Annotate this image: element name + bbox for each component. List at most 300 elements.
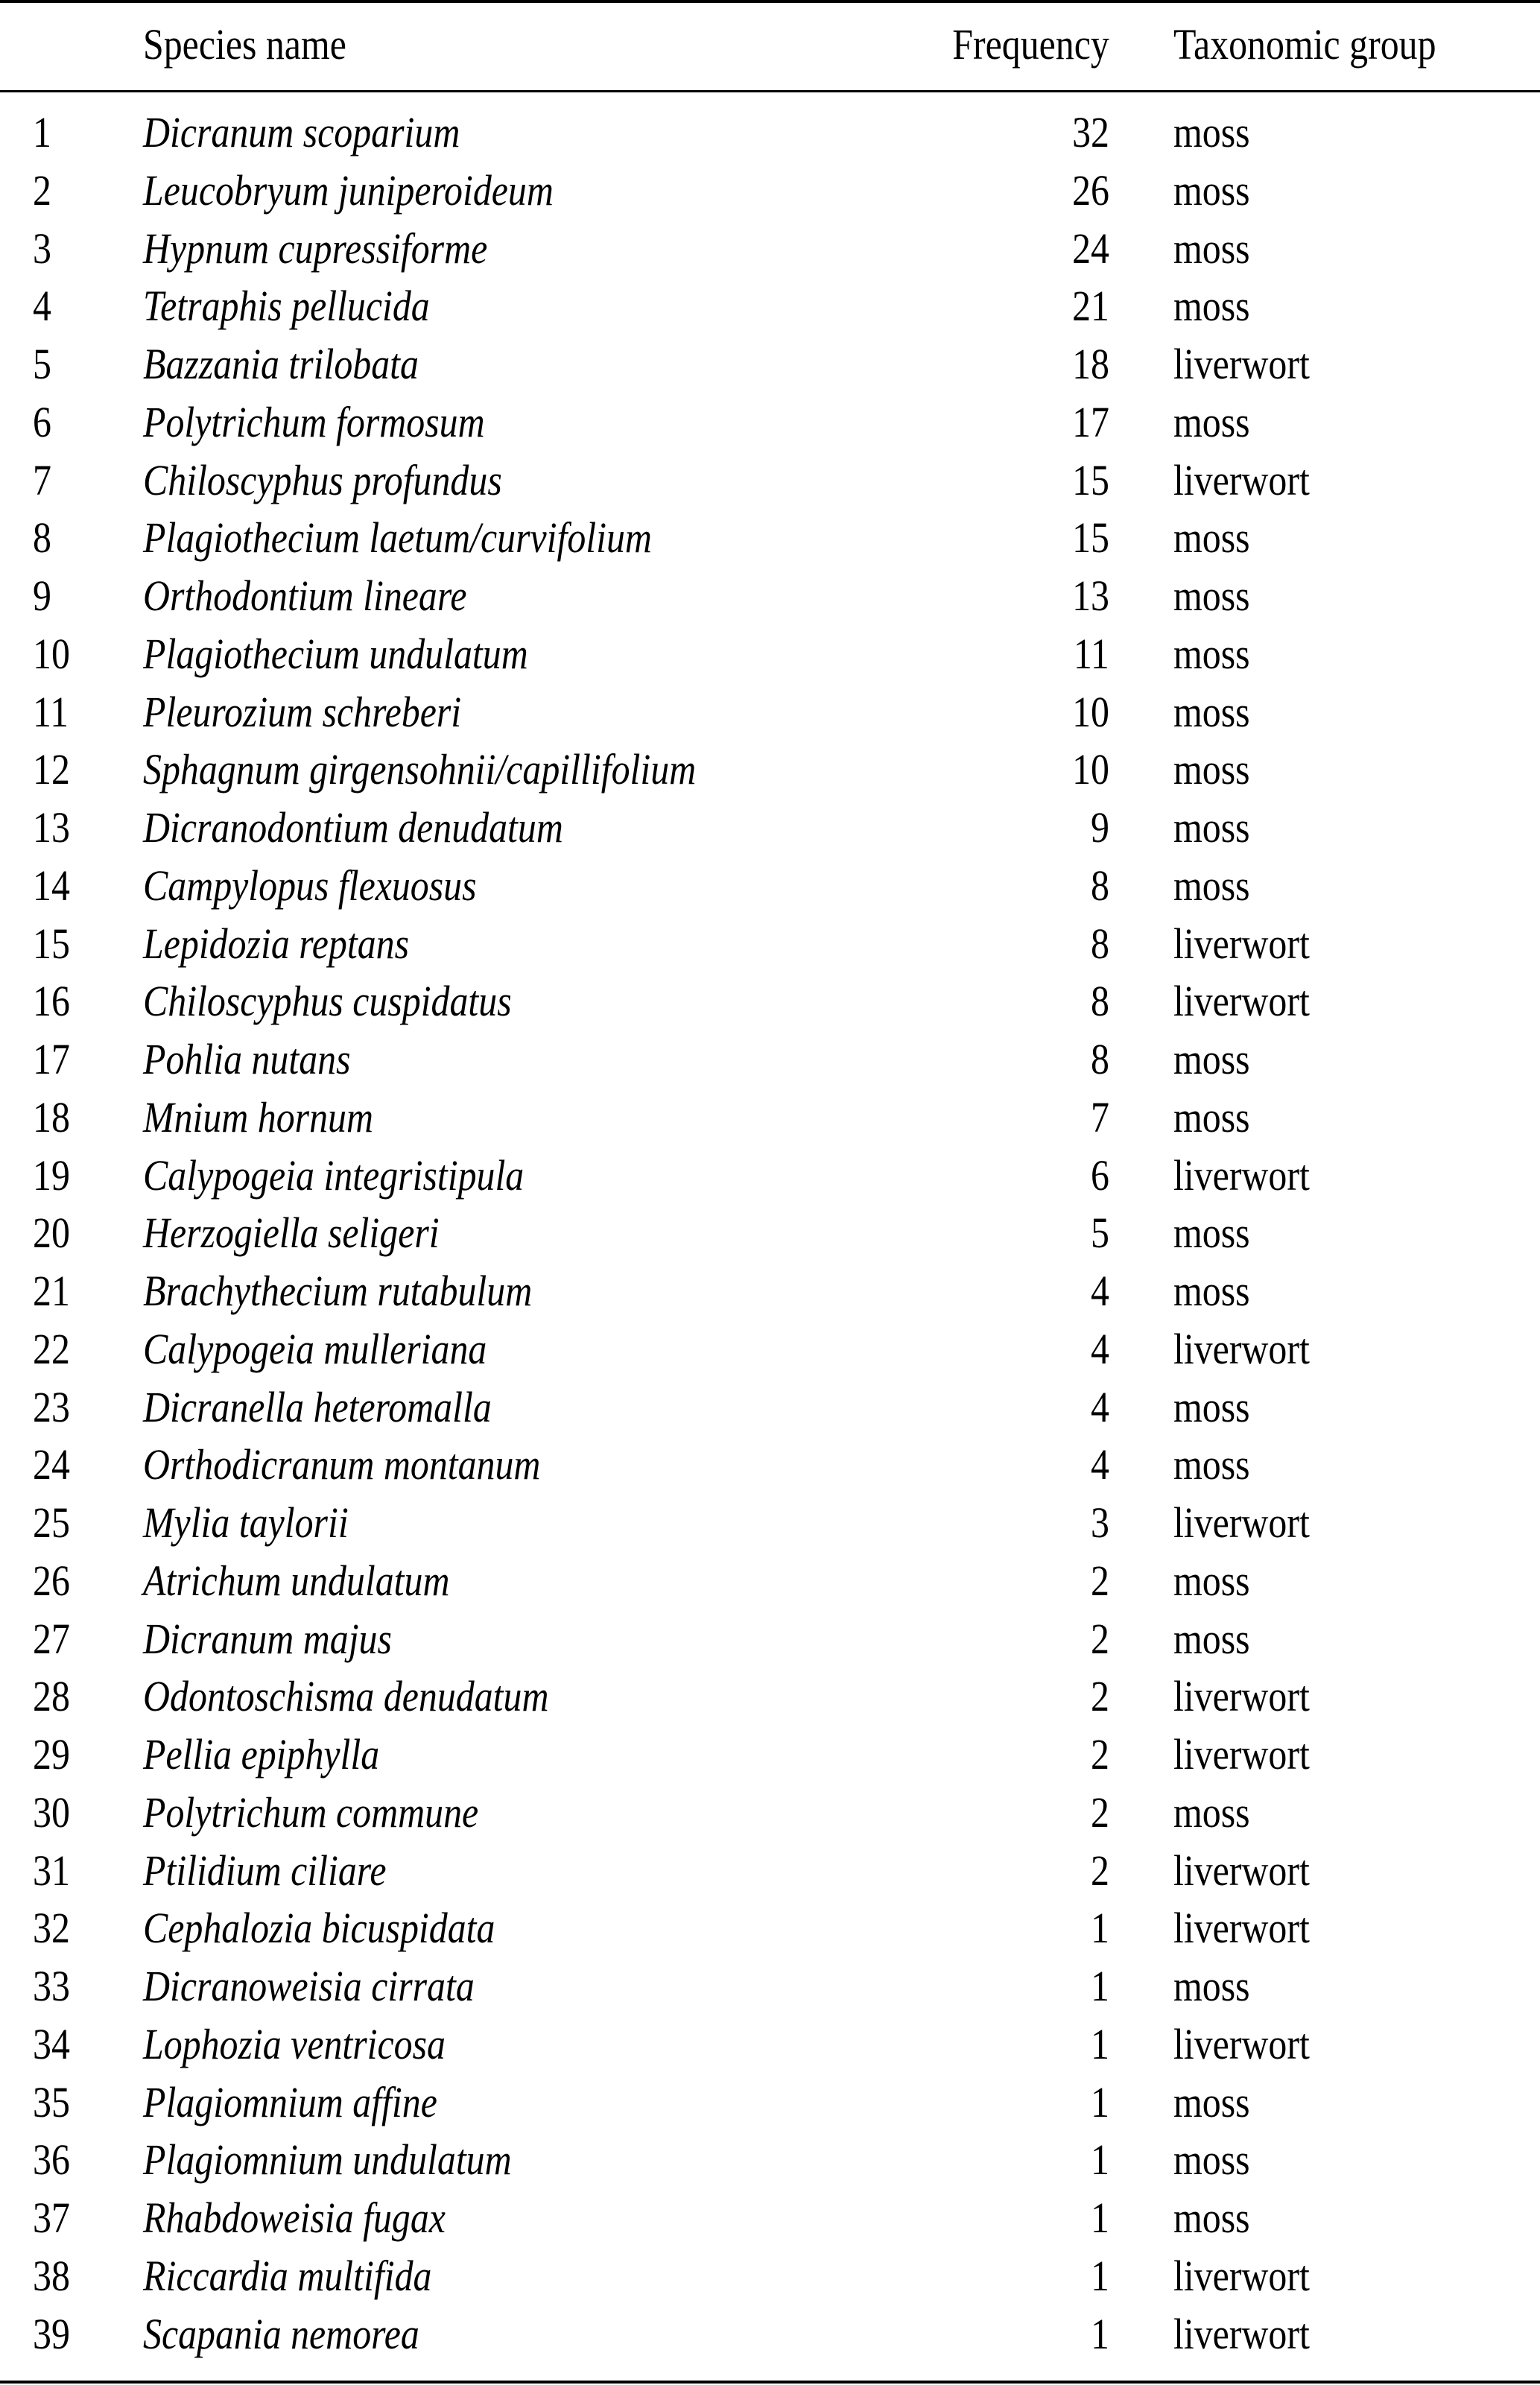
- row-index-cell: [33, 1841, 76, 1901]
- species-name-cell: [143, 1261, 595, 1321]
- row-index-cell: [33, 335, 54, 394]
- header-taxonomic-group: [1173, 15, 1479, 75]
- species-name: Pohlia nutans: [143, 1035, 351, 1083]
- frequency-value: 2: [1091, 1672, 1109, 1721]
- table-header-row: [0, 15, 1540, 75]
- taxonomic-group-cell: [1173, 1957, 1262, 2016]
- taxonomic-group: moss: [1173, 745, 1250, 794]
- species-name-cell: [143, 798, 632, 858]
- row-index-cell: [33, 1320, 76, 1379]
- species-name: Chiloscyphus profundus: [143, 455, 502, 504]
- row-index-cell: [33, 276, 54, 336]
- frequency-value-cell: [1088, 1261, 1109, 1321]
- row-index-cell: [33, 2073, 76, 2132]
- table-row: [0, 1146, 1540, 1204]
- frequency-value: 32: [1072, 108, 1109, 156]
- frequency-value-cell: [1066, 508, 1109, 568]
- table-row: [0, 566, 1540, 624]
- frequency-value: 1: [1091, 2251, 1109, 2300]
- frequency-value: 1: [1091, 2019, 1109, 2068]
- table-row: [0, 2305, 1540, 2363]
- table-row: [0, 508, 1540, 566]
- taxonomic-group-cell: [1173, 1493, 1332, 1553]
- frequency-value-cell: [1088, 1203, 1109, 1263]
- taxonomic-group: moss: [1173, 1556, 1250, 1605]
- taxonomic-group-cell: [1173, 1088, 1262, 1147]
- species-name: Brachythecium rutabulum: [143, 1267, 533, 1315]
- table-row: [0, 1030, 1540, 1088]
- taxonomic-group-cell: [1173, 1378, 1262, 1437]
- species-name: Cephalozia bicuspidata: [143, 1904, 495, 1953]
- taxonomic-group-cell: [1173, 219, 1262, 279]
- frequency-value: 24: [1072, 224, 1109, 273]
- taxonomic-group: moss: [1173, 629, 1250, 678]
- row-index-cell: [33, 1898, 76, 1958]
- table-row: [0, 2188, 1540, 2246]
- row-index-cell: [33, 1551, 76, 1611]
- taxonomic-group: moss: [1173, 687, 1250, 736]
- taxonomic-group-cell: [1173, 1667, 1332, 1726]
- species-name: Leucobryum juniperoideum: [143, 165, 554, 215]
- table-row: [0, 103, 1540, 161]
- row-index-cell: [33, 1667, 76, 1726]
- species-name: Atrichum undulatum: [143, 1556, 450, 1605]
- species-name: Chiloscyphus cuspidatus: [143, 977, 512, 1026]
- species-name-cell: [143, 972, 571, 1031]
- species-name-cell: [143, 2130, 571, 2190]
- row-index-cell: [33, 856, 76, 916]
- species-name: Plagiomnium undulatum: [143, 2135, 512, 2185]
- frequency-value: 7: [1091, 1092, 1109, 1141]
- taxonomic-group: liverwort: [1173, 977, 1310, 1026]
- frequency-value-cell: [1066, 566, 1109, 626]
- row-index: 32: [33, 1904, 70, 1953]
- row-index-cell: [33, 1378, 76, 1437]
- taxonomic-group-cell: [1173, 161, 1262, 221]
- row-index-cell: [33, 1146, 76, 1206]
- species-name-cell: [143, 393, 540, 452]
- taxonomic-group-cell: [1173, 1609, 1262, 1669]
- frequency-value-cell: [1066, 103, 1109, 162]
- header-species-name-label: Species name: [143, 20, 346, 69]
- taxonomic-group: moss: [1173, 513, 1250, 563]
- row-index: 35: [33, 2077, 70, 2126]
- table-row: [0, 1957, 1540, 2015]
- species-name-cell: [143, 1783, 533, 1843]
- row-index-cell: [33, 1261, 76, 1321]
- species-name: Pleurozium schreberi: [143, 687, 462, 736]
- species-name: Pellia epiphylla: [143, 1730, 380, 1779]
- table-row: [0, 1203, 1540, 1261]
- row-index-cell: [33, 1030, 76, 1089]
- taxonomic-group-cell: [1173, 624, 1262, 684]
- species-name: Orthodicranum montanum: [143, 1440, 541, 1489]
- table-row: [0, 1261, 1540, 1320]
- frequency-value: 4: [1091, 1267, 1109, 1315]
- row-index: 39: [33, 2309, 70, 2358]
- frequency-value-cell: [1088, 914, 1109, 974]
- table-bottom-rule: [0, 2381, 1540, 2384]
- frequency-value: 6: [1091, 1150, 1109, 1200]
- species-name-cell: [143, 451, 560, 510]
- taxonomic-group: moss: [1173, 571, 1250, 620]
- table-row: [0, 1725, 1540, 1783]
- row-index-cell: [33, 1435, 76, 1495]
- row-index: 30: [33, 1787, 70, 1837]
- frequency-value-cell: [1088, 2015, 1109, 2074]
- frequency-value-cell: [1088, 2073, 1109, 2132]
- taxonomic-group-cell: [1173, 566, 1262, 626]
- species-name-cell: [143, 2188, 495, 2248]
- species-name-cell: [143, 161, 621, 221]
- frequency-value: 8: [1091, 919, 1109, 968]
- frequency-value-cell: [1088, 1898, 1109, 1958]
- header-taxonomic-group-label: Taxonomic group: [1173, 20, 1436, 69]
- frequency-value: 1: [1091, 2194, 1109, 2242]
- taxonomic-group-cell: [1173, 798, 1262, 858]
- frequency-value: 2: [1091, 1787, 1109, 1837]
- table-row: [0, 276, 1540, 335]
- frequency-value-cell: [1088, 972, 1109, 1031]
- table-row: [0, 2130, 1540, 2188]
- species-name-cell: [143, 1609, 432, 1669]
- species-name-cell: [143, 1493, 382, 1553]
- taxonomic-group-cell: [1173, 103, 1262, 162]
- row-index: 7: [33, 455, 51, 504]
- taxonomic-group: liverwort: [1173, 455, 1310, 504]
- species-name: Plagiomnium affine: [143, 2077, 437, 2126]
- frequency-value-cell: [1088, 1030, 1109, 1089]
- frequency-value-cell: [1088, 1378, 1109, 1437]
- frequency-value-cell: [1088, 1551, 1109, 1611]
- taxonomic-group-cell: [1173, 2246, 1332, 2306]
- table-row: [0, 1551, 1540, 1609]
- frequency-value: 13: [1072, 571, 1109, 620]
- taxonomic-group-cell: [1173, 1320, 1332, 1379]
- frequency-value: 10: [1072, 687, 1109, 736]
- frequency-value: 15: [1072, 455, 1109, 504]
- table-row: [0, 2015, 1540, 2073]
- taxonomic-group-cell: [1173, 2305, 1332, 2364]
- taxonomic-group-cell: [1173, 1725, 1332, 1784]
- table-row: [0, 972, 1540, 1030]
- table-header-rule: [0, 90, 1540, 92]
- taxonomic-group: moss: [1173, 2077, 1250, 2126]
- table-row: [0, 2073, 1540, 2131]
- row-index: 5: [33, 340, 51, 388]
- taxonomic-group-cell: [1173, 508, 1262, 568]
- taxonomic-group: moss: [1173, 1267, 1250, 1315]
- species-name-cell: [143, 740, 786, 799]
- row-index: 8: [33, 513, 51, 563]
- row-index: 9: [33, 571, 51, 620]
- row-index: 15: [33, 919, 70, 968]
- frequency-value-cell: [1066, 276, 1109, 336]
- species-name-cell: [143, 1378, 548, 1437]
- taxonomic-group-cell: [1173, 972, 1332, 1031]
- table-row: [0, 161, 1540, 219]
- row-index-cell: [33, 103, 54, 162]
- frequency-value-cell: [1068, 624, 1109, 684]
- species-name-cell: [143, 1957, 528, 2016]
- row-index: 24: [33, 1440, 70, 1489]
- taxonomic-group: liverwort: [1173, 340, 1310, 388]
- species-name-cell: [143, 103, 512, 162]
- row-index-cell: [33, 2246, 76, 2306]
- species-name-cell: [143, 2015, 495, 2074]
- species-name: Lepidozia reptans: [143, 919, 410, 968]
- taxonomic-group: liverwort: [1173, 1672, 1310, 1721]
- table-row: [0, 1493, 1540, 1551]
- taxonomic-group-cell: [1173, 1435, 1262, 1495]
- frequency-value-cell: [1088, 2246, 1109, 2306]
- taxonomic-group: moss: [1173, 1209, 1250, 1258]
- species-name: Calypogeia mulleriana: [143, 1324, 487, 1373]
- taxonomic-group-cell: [1173, 393, 1262, 452]
- table-row: [0, 624, 1540, 682]
- species-name-cell: [143, 1030, 384, 1089]
- frequency-value-cell: [1088, 1783, 1109, 1843]
- table-row: [0, 856, 1540, 914]
- taxonomic-group-cell: [1173, 1551, 1262, 1611]
- species-name: Mylia taylorii: [143, 1498, 349, 1547]
- row-index: 22: [33, 1324, 70, 1373]
- frequency-value: 11: [1073, 629, 1109, 678]
- row-index: 27: [33, 1614, 70, 1663]
- frequency-value-cell: [1066, 393, 1109, 452]
- taxonomic-group: liverwort: [1173, 1846, 1310, 1895]
- row-index-cell: [33, 624, 76, 684]
- row-index: 10: [33, 629, 70, 678]
- frequency-value-cell: [1066, 682, 1109, 742]
- table-row: [0, 1435, 1540, 1493]
- frequency-value: 4: [1091, 1440, 1109, 1489]
- header-frequency: [927, 15, 1109, 75]
- row-index: 4: [33, 282, 51, 331]
- table-row: [0, 798, 1540, 856]
- species-name-cell: [143, 335, 463, 394]
- species-name-cell: [143, 1320, 542, 1379]
- taxonomic-group: moss: [1173, 2194, 1250, 2242]
- taxonomic-group: moss: [1173, 224, 1250, 273]
- species-name-cell: [143, 2305, 464, 2364]
- species-name-cell: [143, 1435, 605, 1495]
- taxonomic-group: liverwort: [1173, 2309, 1310, 2358]
- taxonomic-group-cell: [1173, 1783, 1262, 1843]
- frequency-value-cell: [1088, 1957, 1109, 2016]
- taxonomic-group-cell: [1173, 682, 1262, 742]
- species-name: Orthodontium lineare: [143, 571, 467, 620]
- taxonomic-group: liverwort: [1173, 1904, 1310, 1953]
- species-name-cell: [143, 624, 591, 684]
- row-index-cell: [33, 161, 54, 221]
- frequency-value-cell: [1088, 1146, 1109, 1206]
- species-name: Scapania nemorea: [143, 2309, 419, 2358]
- species-name: Dicranella heteromalla: [143, 1382, 492, 1431]
- frequency-value: 4: [1091, 1382, 1109, 1431]
- row-index-cell: [33, 566, 54, 626]
- table-row: [0, 451, 1540, 509]
- row-index: 37: [33, 2194, 70, 2242]
- frequency-value-cell: [1088, 2305, 1109, 2364]
- frequency-value: 5: [1091, 1209, 1109, 1258]
- frequency-value: 2: [1091, 1846, 1109, 1895]
- taxonomic-group-cell: [1173, 1030, 1262, 1089]
- row-index-cell: [33, 1609, 76, 1669]
- row-index: 38: [33, 2251, 70, 2300]
- species-name: Herzogiella seligeri: [143, 1209, 440, 1258]
- frequency-value-cell: [1088, 2130, 1109, 2190]
- row-index-cell: [33, 914, 76, 974]
- table-row: [0, 2246, 1540, 2305]
- taxonomic-group: moss: [1173, 1382, 1250, 1431]
- frequency-value-cell: [1088, 1609, 1109, 1669]
- row-index: 6: [33, 397, 51, 446]
- species-name: Dicranoweisia cirrata: [143, 1962, 475, 2010]
- species-name: Plagiothecium undulatum: [143, 629, 528, 678]
- species-name: Ptilidium ciliare: [143, 1846, 387, 1895]
- taxonomic-group-cell: [1173, 1146, 1332, 1206]
- frequency-value-cell: [1088, 1320, 1109, 1379]
- row-index-cell: [33, 798, 76, 858]
- row-index-cell: [33, 1203, 76, 1263]
- row-index: 11: [33, 687, 69, 736]
- row-index-cell: [33, 1725, 76, 1784]
- row-index-cell: [33, 219, 54, 279]
- table-row: [0, 682, 1540, 741]
- species-name: Riccardia multifida: [143, 2251, 432, 2300]
- frequency-value-cell: [1088, 2188, 1109, 2248]
- species-name-cell: [143, 1841, 426, 1901]
- taxonomic-group: moss: [1173, 1035, 1250, 1083]
- row-index-cell: [33, 1493, 76, 1553]
- frequency-value-cell: [1066, 219, 1109, 279]
- taxonomic-group-cell: [1173, 2130, 1262, 2190]
- frequency-value-cell: [1088, 1493, 1109, 1553]
- taxonomic-group: moss: [1173, 1787, 1250, 1837]
- table-row: [0, 740, 1540, 798]
- frequency-value-cell: [1088, 1667, 1109, 1726]
- species-name: Sphagnum girgensohnii/capillifolium: [143, 745, 697, 794]
- frequency-value: 1: [1091, 1962, 1109, 2010]
- table-row: [0, 1841, 1540, 1899]
- species-name: Odontoschisma denudatum: [143, 1672, 549, 1721]
- row-index: 1: [33, 108, 51, 156]
- frequency-value: 2: [1091, 1730, 1109, 1779]
- row-index: 36: [33, 2135, 70, 2185]
- row-index: 25: [33, 1498, 70, 1547]
- species-name-cell: [143, 508, 735, 568]
- species-name: Tetraphis pellucida: [143, 282, 430, 331]
- species-name-cell: [143, 1551, 499, 1611]
- row-index: 33: [33, 1962, 70, 2010]
- species-name: Hypnum cupressiforme: [143, 224, 488, 273]
- frequency-value: 1: [1091, 1904, 1109, 1953]
- taxonomic-group-cell: [1173, 1203, 1262, 1263]
- taxonomic-group-cell: [1173, 1841, 1332, 1901]
- species-name: Campylopus flexuosus: [143, 861, 477, 910]
- row-index-cell: [33, 508, 54, 568]
- taxonomic-group: moss: [1173, 803, 1250, 852]
- species-name-cell: [143, 1725, 418, 1784]
- row-index-cell: [33, 2188, 76, 2248]
- row-index: 23: [33, 1382, 70, 1431]
- row-index: 18: [33, 1092, 70, 1141]
- taxonomic-group: moss: [1173, 1440, 1250, 1489]
- taxonomic-group: liverwort: [1173, 2251, 1310, 2300]
- species-name: Plagiothecium laetum/curvifolium: [143, 513, 652, 563]
- taxonomic-group: moss: [1173, 861, 1250, 910]
- table-row: [0, 1088, 1540, 1146]
- table-row: [0, 1609, 1540, 1667]
- table-row: [0, 393, 1540, 451]
- taxonomic-group: moss: [1173, 2135, 1250, 2185]
- row-index: 13: [33, 803, 70, 852]
- frequency-value-cell: [1066, 740, 1109, 799]
- row-index-cell: [33, 393, 54, 452]
- species-name: Bazzania trilobata: [143, 340, 419, 388]
- frequency-value-cell: [1066, 335, 1109, 394]
- table-row: [0, 335, 1540, 393]
- taxonomic-group-cell: [1173, 2073, 1262, 2132]
- taxonomic-group-cell: [1173, 335, 1332, 394]
- species-name-cell: [143, 1203, 487, 1263]
- frequency-value: 2: [1091, 1614, 1109, 1663]
- taxonomic-group-cell: [1173, 276, 1262, 336]
- frequency-value: 4: [1091, 1324, 1109, 1373]
- taxonomic-group-cell: [1173, 2015, 1332, 2074]
- frequency-value-cell: [1088, 1088, 1109, 1147]
- taxonomic-group: moss: [1173, 1962, 1250, 2010]
- row-index-cell: [33, 740, 76, 799]
- row-index-cell: [33, 682, 75, 742]
- table-row: [0, 1898, 1540, 1957]
- taxonomic-group-cell: [1173, 914, 1332, 974]
- frequency-value: 1: [1091, 2309, 1109, 2358]
- species-name-cell: [143, 1667, 615, 1726]
- frequency-value: 17: [1072, 397, 1109, 446]
- frequency-value: 3: [1091, 1498, 1109, 1547]
- frequency-value: 15: [1072, 513, 1109, 563]
- frequency-value-cell: [1088, 1435, 1109, 1495]
- row-index-cell: [33, 2305, 76, 2364]
- frequency-value-cell: [1088, 1841, 1109, 1901]
- frequency-value: 2: [1091, 1556, 1109, 1605]
- row-index: 14: [33, 861, 70, 910]
- species-name-cell: [143, 1146, 586, 1206]
- species-name-cell: [143, 1898, 552, 1958]
- frequency-value: 9: [1091, 803, 1109, 852]
- taxonomic-group-cell: [1173, 1261, 1262, 1321]
- table-row: [0, 1783, 1540, 1841]
- row-index-cell: [33, 1783, 76, 1843]
- taxonomic-group: liverwort: [1173, 1498, 1310, 1547]
- taxonomic-group-cell: [1173, 451, 1332, 510]
- species-name: Dicranum majus: [143, 1614, 392, 1663]
- species-name: Mnium hornum: [143, 1092, 373, 1141]
- header-species-name: [143, 15, 379, 75]
- table-body: [0, 103, 1540, 2362]
- table-row: [0, 1378, 1540, 1436]
- species-name-cell: [143, 682, 513, 742]
- species-name-cell: [143, 914, 452, 974]
- species-name-cell: [143, 856, 530, 916]
- frequency-value-cell: [1066, 451, 1109, 510]
- row-index: 28: [33, 1672, 70, 1721]
- taxonomic-group-cell: [1173, 740, 1262, 799]
- frequency-value: 21: [1072, 282, 1109, 331]
- table-row: [0, 1320, 1540, 1378]
